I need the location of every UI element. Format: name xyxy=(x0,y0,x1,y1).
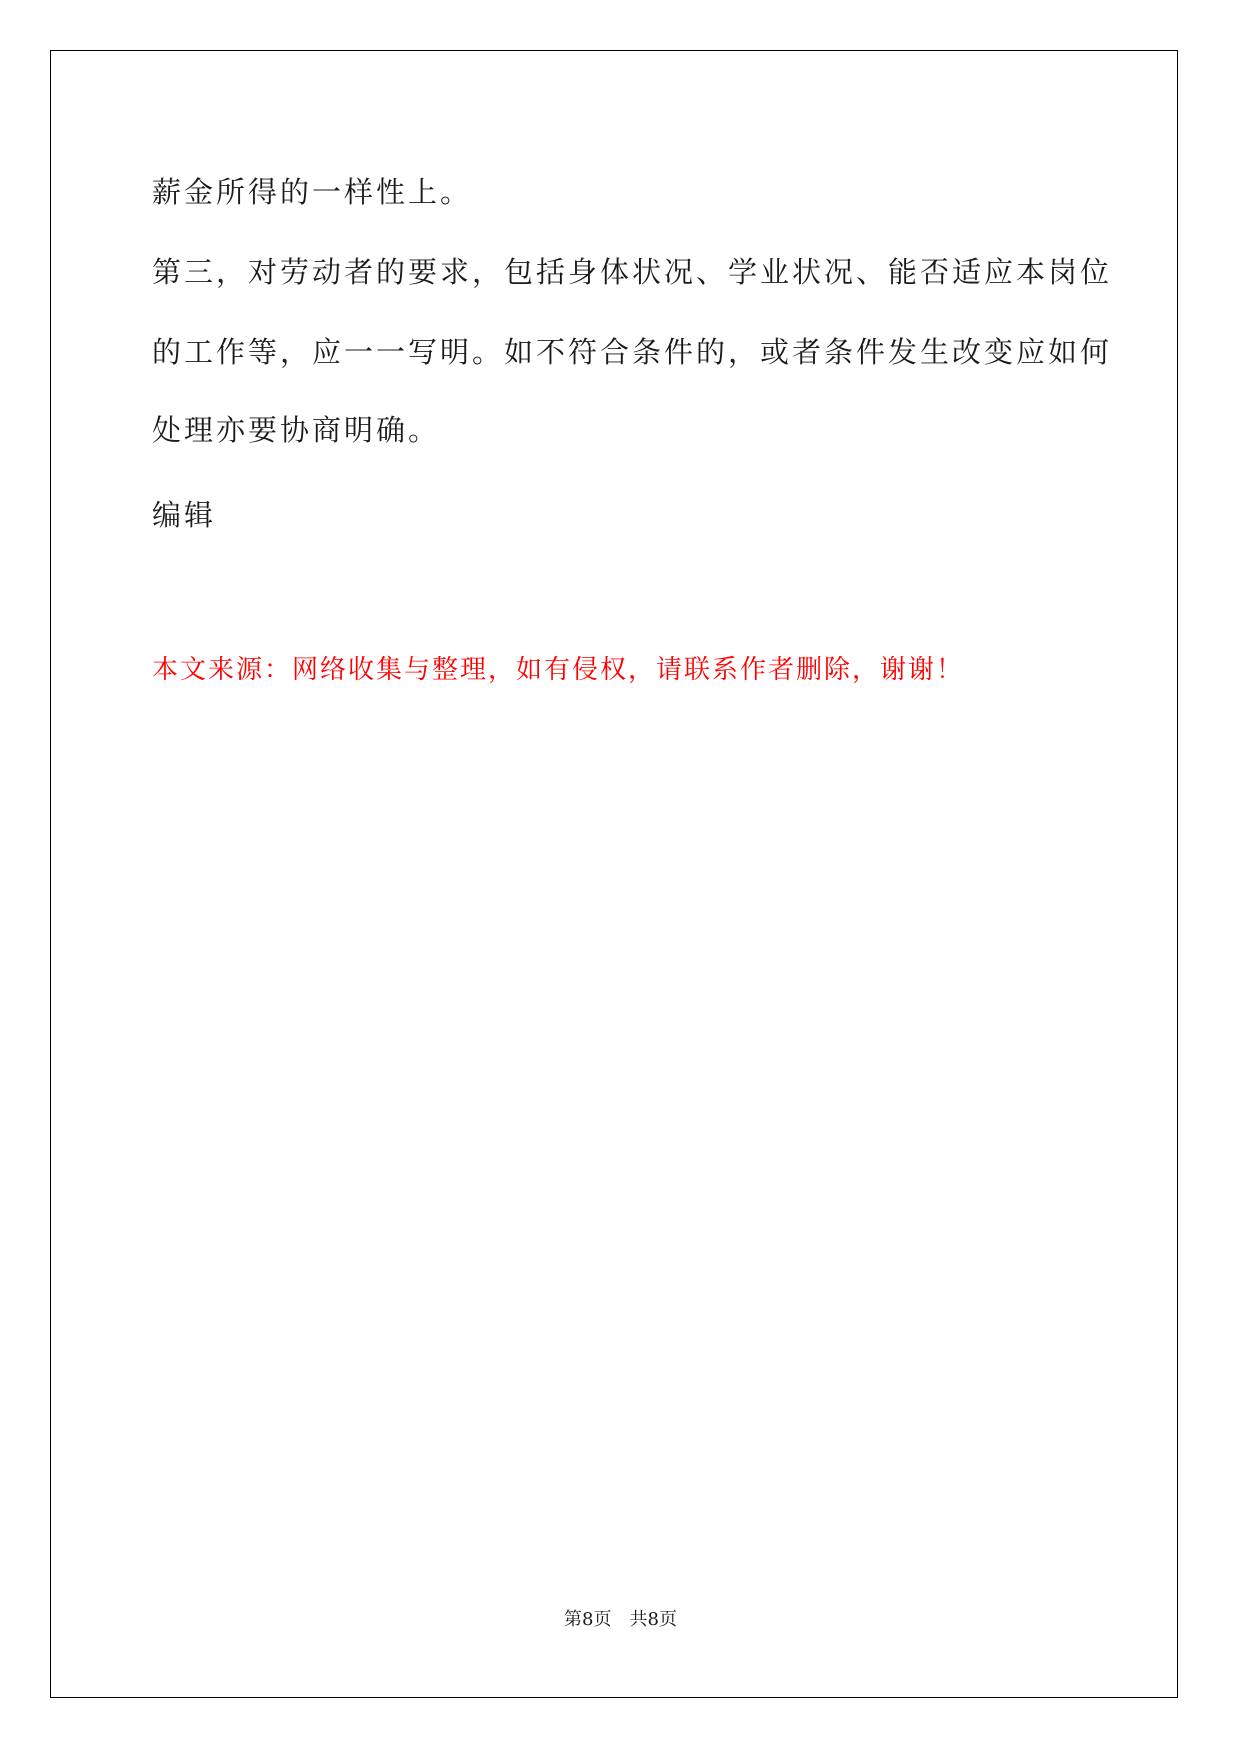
paragraph-line: 薪金所得的一样性上。 xyxy=(152,175,473,209)
paragraph-line: 的工作等，应一一写明。如不符合条件的，或者条件发生改变应如何 xyxy=(152,335,1113,369)
page-footer: 第8页 共8页 xyxy=(564,1609,677,1630)
paragraph-line: 第三，对劳动者的要求，包括身体状况、学业状况、能否适应本岗位 xyxy=(152,255,1113,289)
source-notice: 本文来源：网络收集与整理，如有侵权，请联系作者删除，谢谢！ xyxy=(152,655,965,685)
page-border xyxy=(50,50,1178,1698)
edit-label: 编辑 xyxy=(152,498,217,532)
paragraph-line: 处理亦要协商明确。 xyxy=(152,413,441,447)
